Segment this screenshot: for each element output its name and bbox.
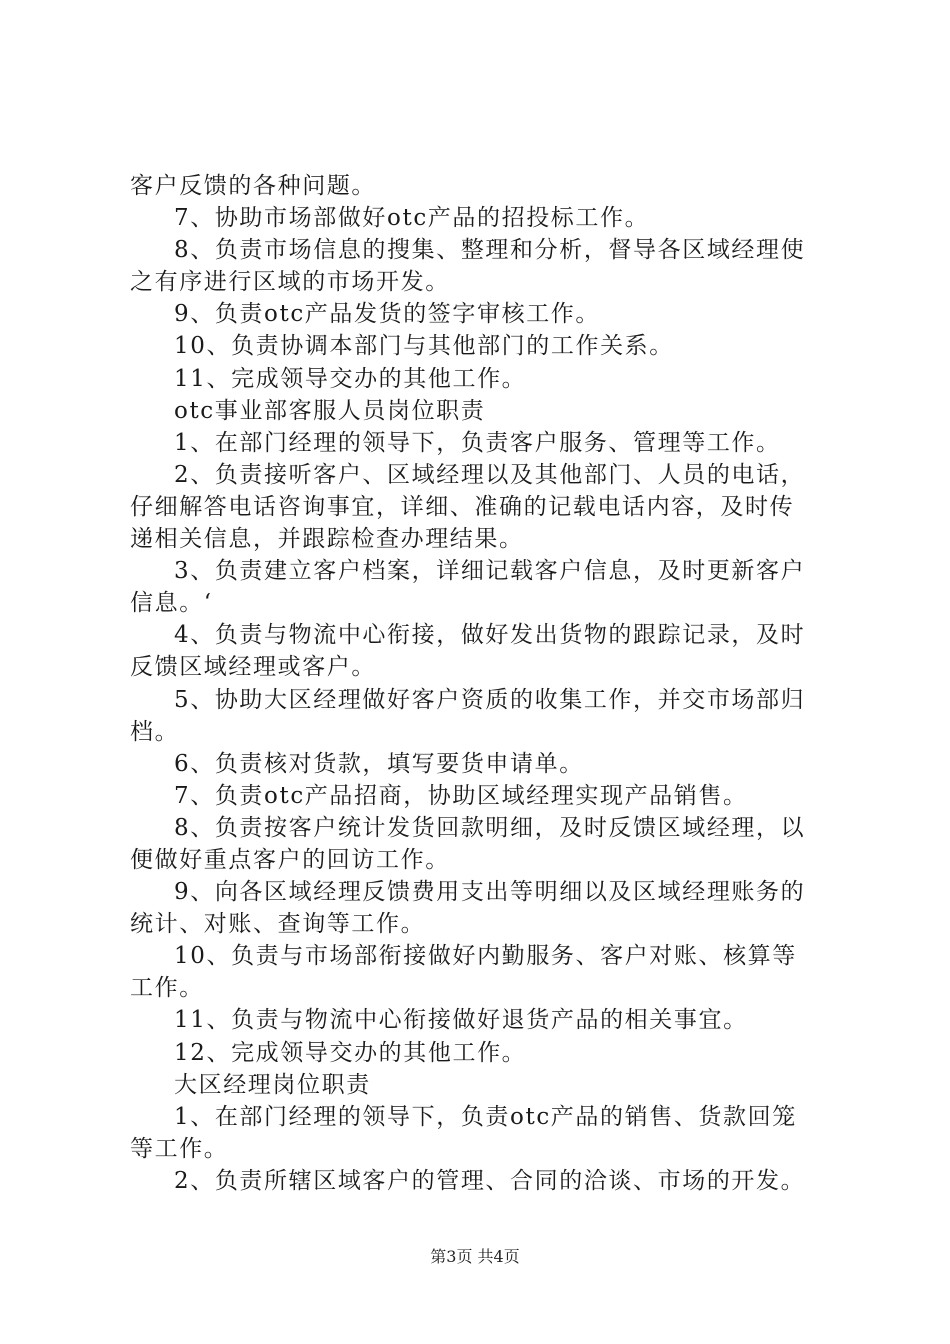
- text-line: 3、负责建立客户档案，详细记载客户信息，及时更新客户: [174, 558, 806, 585]
- text-line: 信息。‘: [130, 590, 213, 617]
- text-line: 递相关信息，并跟踪检查办理结果。: [130, 526, 524, 553]
- text-line: 10、负责与市场部衔接做好内勤服务、客户对账、核算等: [174, 943, 797, 970]
- text-line: 11、完成领导交办的其他工作。: [174, 365, 527, 392]
- text-line: 1、在部门经理的领导下，负责客户服务、管理等工作。: [174, 429, 781, 456]
- text-line: 之有序进行区域的市场开发。: [130, 269, 450, 296]
- text-line: 统计、对账、查询等工作。: [130, 911, 426, 938]
- text-line: 工作。: [130, 975, 204, 1002]
- text-line: 10、负责协调本部门与其他部门的工作关系。: [174, 333, 674, 360]
- document-body: [130, 170, 830, 1197]
- text-line: 4、负责与物流中心衔接，做好发出货物的跟踪记录，及时: [174, 622, 806, 649]
- text-line: 2、负责所辖区域客户的管理、合同的洽谈、市场的开发。: [174, 1167, 806, 1194]
- text-line: 1、在部门经理的领导下，负责otc产品的销售、货款回笼: [174, 1103, 797, 1130]
- text-line: 9、向各区域经理反馈费用支出等明细以及区域经理账务的: [174, 879, 806, 906]
- text-line: 5、协助大区经理做好客户资质的收集工作，并交市场部归: [174, 686, 806, 713]
- text-line: 档。: [130, 718, 180, 745]
- text-line: 便做好重点客户的回访工作。: [130, 846, 450, 873]
- text-line: 8、负责按客户统计发货回款明细，及时反馈区域经理，以: [174, 814, 806, 841]
- text-line: 2、负责接听客户、区域经理以及其他部门、人员的电话，: [174, 461, 806, 488]
- text-line: 仔细解答电话咨询事宜，详细、准确的记载电话内容，及时传: [130, 493, 795, 520]
- text-line: 6、负责核对货款，填写要货申请单。: [174, 750, 584, 777]
- text-line: 7、协助市场部做好otc产品的招投标工作。: [174, 205, 650, 232]
- text-line: 12、完成领导交办的其他工作。: [174, 1039, 527, 1066]
- text-line: 11、负责与物流中心衔接做好退货产品的相关事宜。: [174, 1007, 748, 1034]
- text-line: 反馈区域经理或客户。: [130, 654, 376, 681]
- text-line: otc事业部客服人员岗位职责: [174, 397, 486, 424]
- page-footer: 第3页 共4页: [430, 1247, 520, 1266]
- text-line: 9、负责otc产品发货的签字审核工作。: [174, 301, 601, 328]
- text-line: 8、负责市场信息的搜集、整理和分析，督导各区域经理使: [174, 237, 806, 264]
- text-line: 等工作。: [130, 1135, 229, 1162]
- text-line: 7、负责otc产品招商，协助区域经理实现产品销售。: [174, 782, 748, 809]
- text-line: 客户反馈的各种问题。: [130, 173, 376, 199]
- text-line: 大区经理岗位职责: [174, 1071, 371, 1098]
